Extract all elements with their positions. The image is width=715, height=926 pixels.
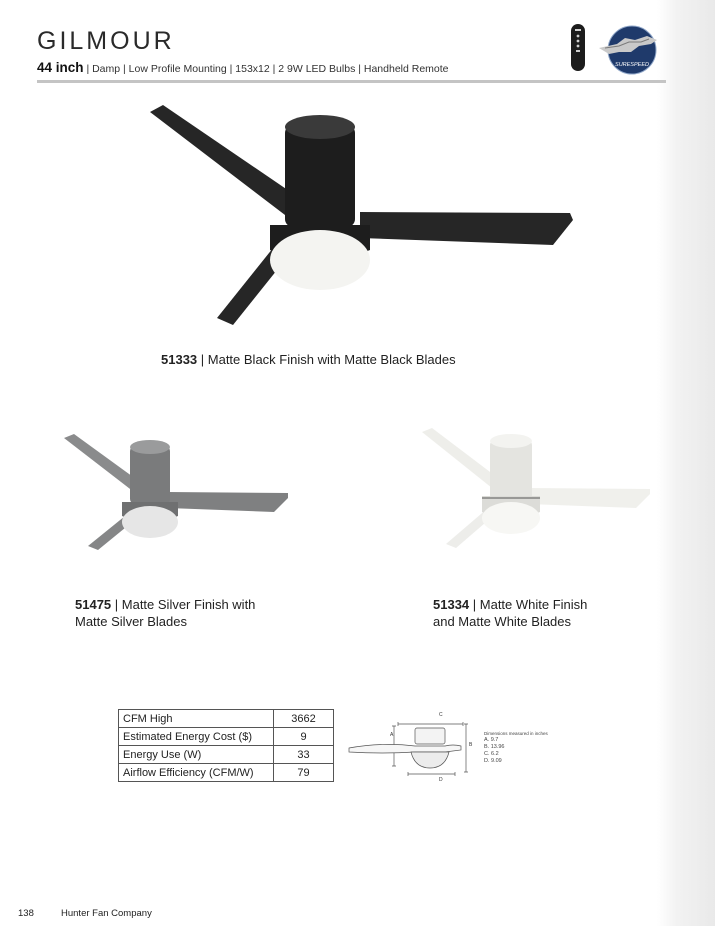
dimension-title: Dimensions measured in inches	[484, 731, 548, 736]
page-number: 138	[18, 908, 34, 919]
page-edge-shadow	[657, 0, 715, 926]
spec-label: Estimated Energy Cost ($)	[119, 728, 274, 746]
footer-company: Hunter Fan Company	[61, 908, 152, 919]
spec-value: 3662	[274, 710, 334, 728]
dim-label-c: C	[439, 712, 443, 718]
header-rule	[37, 80, 666, 83]
table-row	[119, 746, 334, 764]
fan-image-matte-black	[145, 100, 580, 330]
spec-value: 9	[274, 728, 334, 746]
dimension-value: D. 9.09	[484, 758, 502, 764]
feature-list: | Damp | Low Profile Mounting | 153x12 | 2 9W LED Bulbs | Handheld Remote	[83, 63, 449, 75]
finish-description-line2: Matte Silver Blades	[75, 614, 187, 629]
surespeed-badge	[595, 24, 667, 76]
fan-image-matte-white	[418, 426, 658, 551]
dimension-diagram	[343, 706, 478, 781]
dim-label-d: D	[439, 777, 443, 781]
dim-label-b: B	[469, 742, 473, 748]
spec-table	[118, 709, 334, 782]
finish-description: | Matte Silver Finish with	[111, 597, 256, 612]
finish-description-line2: and Matte White Blades	[433, 614, 572, 629]
table-row	[119, 764, 334, 782]
spec-value: 33	[274, 746, 334, 764]
table-row	[119, 710, 334, 728]
spec-value: 79	[274, 764, 334, 782]
fan-size: 44 inch	[37, 60, 84, 75]
dimension-list	[484, 730, 548, 765]
spec-label: Airflow Efficiency (CFM/W)	[119, 764, 274, 782]
page-title: GILMOUR	[37, 27, 175, 55]
spec-label: Energy Use (W)	[119, 746, 274, 764]
dimension-value: B. 13.96	[484, 744, 505, 750]
subtitle	[37, 60, 449, 75]
finish-description: | Matte White Finish	[469, 597, 588, 612]
handheld-remote-icon	[567, 23, 589, 73]
surespeed-badge-text: SURESPEED	[615, 62, 649, 68]
dim-label-a: A	[390, 732, 394, 738]
caption-51334	[433, 596, 587, 630]
finish-description: | Matte Black Finish with Matte Black Blades	[197, 352, 456, 367]
dimension-value: C. 6.2	[484, 751, 499, 757]
model-number: 51475	[75, 597, 112, 612]
table-row	[119, 728, 334, 746]
caption-51475	[75, 596, 255, 630]
fan-image-matte-silver	[60, 432, 292, 552]
caption-51333	[161, 351, 456, 368]
spec-label: CFM High	[119, 710, 274, 728]
model-number: 51333	[161, 352, 198, 367]
dimension-value: A. 9.7	[484, 737, 499, 743]
model-number: 51334	[433, 597, 470, 612]
